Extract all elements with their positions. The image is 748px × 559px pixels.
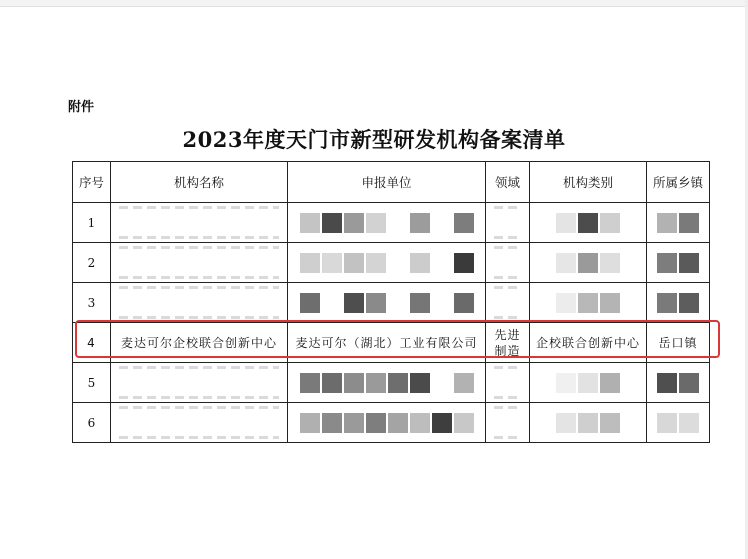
header-town: 所属乡镇 [647, 162, 710, 203]
table-row [73, 403, 710, 443]
redacted-unit [288, 203, 486, 243]
redacted-town [647, 203, 710, 243]
redacted-category [530, 363, 647, 403]
page-top-edge [0, 0, 748, 7]
redacted-town [647, 403, 710, 443]
table-header-row [73, 162, 710, 203]
table-row [73, 283, 710, 323]
header-unit: 申报单位 [288, 162, 486, 203]
header-field: 领域 [486, 162, 530, 203]
row-number: 1 [73, 203, 111, 243]
highlight-box [75, 320, 720, 358]
redacted-name [111, 203, 288, 243]
document-title: 2023年度天门市新型研发机构备案清单 [182, 127, 566, 152]
institution-category: 企校联合创新中心 [530, 323, 647, 363]
redacted-category [530, 403, 647, 443]
header-category: 机构类别 [530, 162, 647, 203]
redacted-name [111, 363, 288, 403]
redacted-town [647, 283, 710, 323]
redacted-category [530, 243, 647, 283]
row-number: 2 [73, 243, 111, 283]
header-no: 序号 [73, 162, 111, 203]
registration-table [72, 161, 710, 443]
redacted-field [486, 283, 530, 323]
redacted-town [647, 363, 710, 403]
redacted-name [111, 403, 288, 443]
redacted-name [111, 283, 288, 323]
row-number: 6 [73, 403, 111, 443]
redacted-town [647, 243, 710, 283]
redacted-unit [288, 403, 486, 443]
header-name: 机构名称 [111, 162, 288, 203]
table-row [73, 243, 710, 283]
redacted-field [486, 243, 530, 283]
institution-name: 麦达可尔企校联合创新中心 [111, 323, 288, 363]
field-line-2: 制造 [494, 343, 521, 358]
attachment-label: 附件 [68, 100, 95, 115]
row-number: 4 [73, 323, 111, 363]
table-row [73, 363, 710, 403]
row-number: 5 [73, 363, 111, 403]
redacted-field [486, 403, 530, 443]
town: 岳口镇 [647, 323, 710, 363]
redacted-category [530, 283, 647, 323]
redacted-category [530, 203, 647, 243]
redacted-unit [288, 363, 486, 403]
row-number: 3 [73, 283, 111, 323]
field-line-1: 先进 [494, 327, 521, 342]
redacted-field [486, 203, 530, 243]
redacted-name [111, 243, 288, 283]
redacted-field [486, 363, 530, 403]
applicant-unit: 麦达可尔（湖北）工业有限公司 [288, 323, 486, 363]
redacted-unit [288, 243, 486, 283]
redacted-unit [288, 283, 486, 323]
table-row [73, 203, 710, 243]
